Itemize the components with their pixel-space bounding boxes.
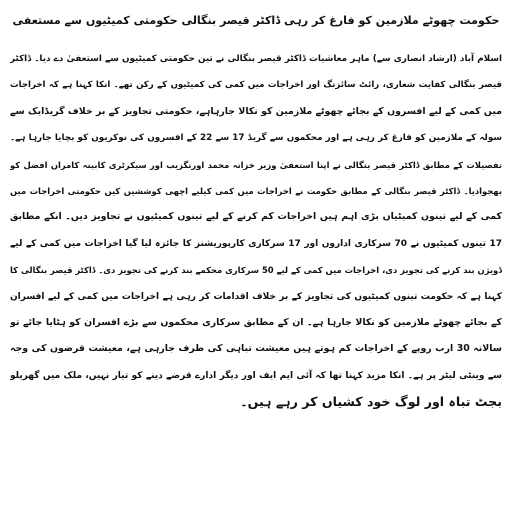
body-line: کہنا ہے کہ حکومت تینوں کمیٹیوں کی تجاویز کے بر خلاف اقدامات کر رہی ہے اخراجات میں کمی کے لیے افسران: [10, 291, 502, 302]
body-line-last: بجٹ تباہ اور لوگ خود کشیاں کر رہے ہیں۔: [240, 394, 502, 410]
body-line: کمی کے لیے تینوں کمیٹیاں بڑی اہم ہیں اخراجات کم کرنے کے لیے تینوں کمیٹیوں نے تجاویز دیں۔ انکے مطابق: [10, 211, 502, 223]
headline: حکومت چھوٹے ملازمین کو فارغ کر رہی ڈاکٹر قیصر بنگالی حکومتی کمیٹیوں سے مستعفی: [12, 14, 500, 27]
body-line: سے وینٹی لیٹر پر ہے۔ انکا مزید کہنا تھا کہ آئی ایم ایف اور دیگر ادارے قرضے دینے کو تیار نہیں، ملک میں گھریلو: [10, 370, 502, 381]
body-line: میں کمی کے لیے افسروں کے بجائے چھوٹے ملازمین کو نکالا جارہاہے، حکومتی تجاویز کے بر خلاف گریڈایک سے: [10, 105, 502, 117]
body-line: بھجوادیا۔ ڈاکٹر قیصر بنگالی کے مطابق حکومت نے اخراجات میں کمی کیلیے اچھی کوششیں کیں حکومتی اخراجات میں: [10, 185, 502, 196]
body-line: سولہ کے ملازمین کو فارغ کر رہی ہے اور محکموں سے گریڈ 17 سے 22 کے افسروں کی نوکریوں کو بچایا جارہا ہے۔: [10, 133, 502, 144]
body-line: تفصیلات کے مطابق ڈاکٹر قیصر بنگالی نے اپنا استعفیٰ وزیر خزانہ محمد اورنگزیب اور سیکرٹری کابینہ کامران افضل کو: [10, 159, 502, 170]
body-line: 17 تینوں کمیٹیوں نے 70 سرکاری اداروں اور 17 سرکاری کارپوریشنز کا جائزہ لیا گیا اخراجات میں کمی کے لیے: [10, 238, 502, 249]
body-line: قیصر بنگالی کفایت شعاری، رائٹ سائزنگ اور اخراجات میں کمی کی کمیٹیوں کے رکن تھے۔ انکا کہنا ہے کہ اخراجات: [10, 80, 502, 91]
body-line: اسلام آباد (ارشاد انصاری سے) ماہر معاشیات ڈاکٹر قیصر بنگالی نے تین حکومتی کمیٹیوں سے استعفیٰ دے دیا۔ ڈاکٹر: [10, 54, 502, 64]
body-line: سالانہ 30 ارب روپے کے اخراجات کم ہوتے ہیں معیشت تباہی کی طرف جارہی ہے، معیشت قرضوں کی وجہ: [10, 343, 502, 355]
body-line: کے بجائے چھوٹے ملازمین کو نکالا جارہا ہے۔ ان کے مطابق سرکاری محکموں سے بڑے افسران کو ہٹایا جائے تو: [10, 316, 502, 328]
article-body: [10, 46, 502, 415]
body-line: ڈویژن بند کرنے کی تجویز دی، اخراجات میں کمی کے لیے 50 سرکاری محکمے بند کرنے کی تجویز دی۔ ڈاکٹر قیصر بنگالی کا: [10, 265, 502, 276]
